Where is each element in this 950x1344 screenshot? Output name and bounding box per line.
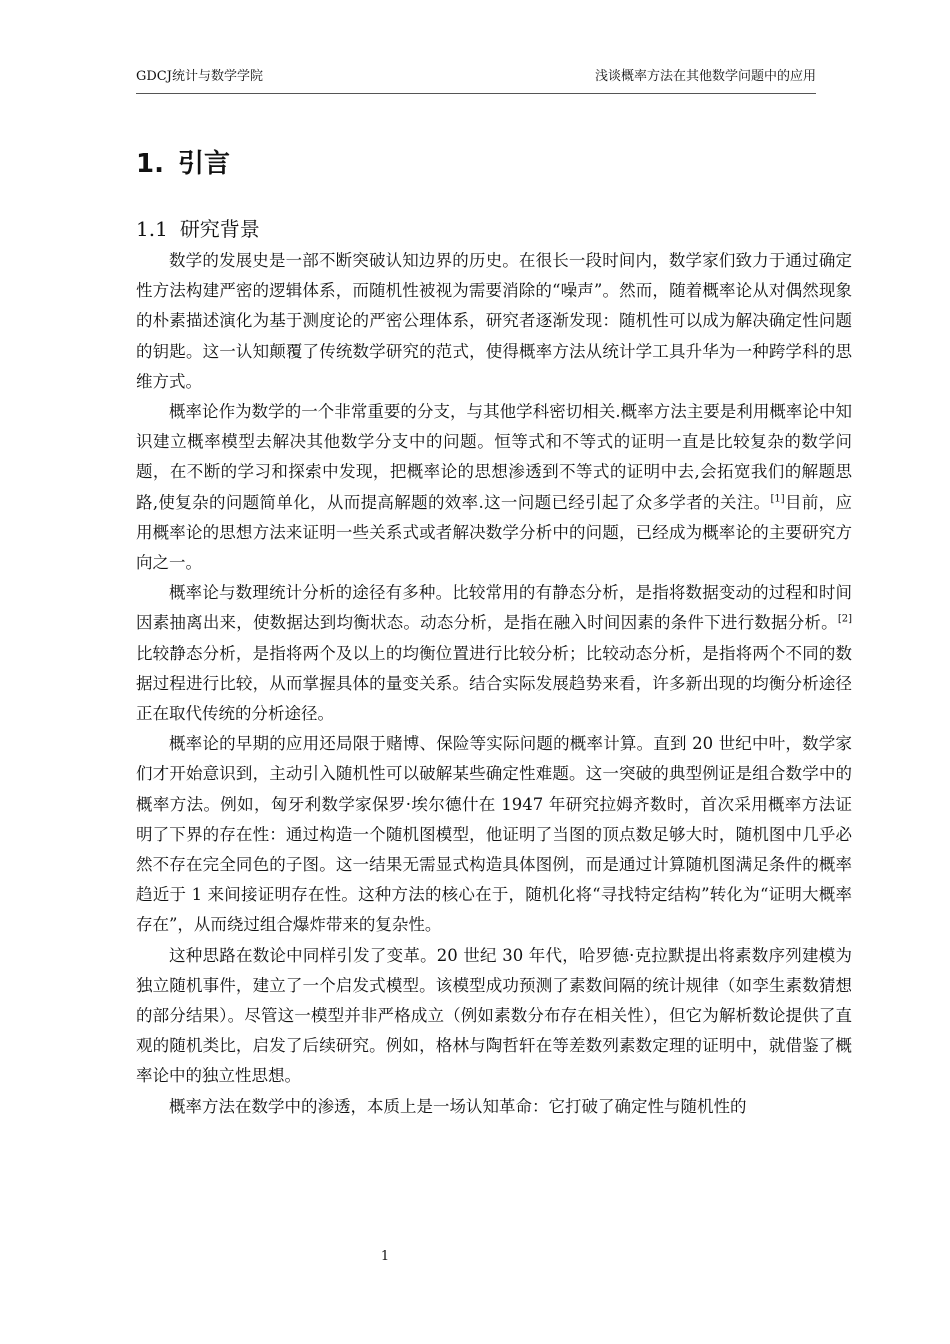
- paragraph-2-text-b: 目前，应用概率论的思想方法来证明一些关系式或者解决数学分析中的问题，已经成为概率论的主要研究方向之一。: [136, 492, 853, 573]
- paragraph-5: 这种思路在数论中同样引发了变革。20 世纪 30 年代，哈罗德·克拉默提出将素数序列建模为独立随机事件，建立了一个启发式模型。该模型成功预测了素数间隔的统计规律（如孪生素数猜想的部分结果）。尽管这一模型并非严格成立（例如素数分布存在相关性），但它为解析数论提供了直观的随机类比，启发了后续研究。例如，格林与陶哲轩在等差数列素数定理的证明中，就借鉴了概率论中的独立性思想。: [136, 945, 852, 1086]
- paragraph-1: 数学的发展史是一部不断突破认知边界的历史。在很长一段时间内，数学家们致力于通过确定性方法构建严密的逻辑体系，而随机性被视为需要消除的“噪声”。然而，随着概率论从对偶然现象的朴素描述演化为基于测度论的严密公理体系，研究者逐渐发现：随机性可以成为解决确定性问题的钥匙。这一认知颠覆了传统数学研究的范式，使得概率方法从统计学工具升华为一种跨学科的思维方式。: [136, 251, 852, 391]
- citation-1: [1]: [770, 493, 785, 505]
- chapter-number: 1.: [136, 149, 164, 179]
- paragraph-2: [136, 397, 852, 578]
- chapter-title-text: 引言: [177, 149, 230, 179]
- header-institution: GDCJ统计与数学学院: [136, 69, 263, 84]
- running-header: [136, 66, 816, 88]
- header-divider: [136, 93, 816, 94]
- section-title-text: 研究背景: [179, 217, 260, 241]
- paragraph-4: 概率论的早期的应用还局限于赌博、保险等实际问题的概率计算。直到 20 世纪中叶，数学家们才开始意识到，主动引入随机性可以破解某些确定性难题。这一突破的典型例证是组合数学中的概率方法。例如，匈牙利数学家保罗·埃尔德什在 1947 年研究拉姆齐数时，首次采用概率方法证明了下界的存在性：通过构造一个随机图模型，他证明了当图的顶点数足够大时，随机图中几乎必然不存在完全同色的子图。这一结果无需显式构造具体图例，而是通过计算随机图满足条件的概率趋近于 1 来间接证明存在性。这种方法的核心在于，随机化将“寻找特定结构”转化为“证明大概率存在”，从而绕过组合爆炸带来的复杂性。: [136, 734, 852, 935]
- body-text: [136, 246, 852, 1122]
- section-number: 1.1: [136, 217, 168, 241]
- citation-2: [2]: [837, 613, 852, 625]
- paragraph-2-text-a: 概率论作为数学的一个非常重要的分支，与其他学科密切相关.概率方法主要是利用概率论中知识建立概率模型去解决其他数学分支中的问题。恒等式和不等式的证明一直是比较复杂的数学问题，在不断的学习和探索中发现，把概率论的思想渗透到不等式的证明中去,会拓宽我们的解题思路,使复杂的问题简单化，从而提高解题的效率.这一问题已经引起了众多学者的关注。: [136, 402, 852, 512]
- chapter-title: [136, 146, 230, 182]
- section-title: [136, 214, 260, 244]
- paragraph-6: 概率方法在数学中的渗透，本质上是一场认知革命：它打破了确定性与随机性的: [169, 1096, 747, 1116]
- paragraph-3: [136, 578, 852, 729]
- paragraph-3-text-a: 概率论与数理统计分析的途径有多种。比较常用的有静态分析，是指将数据变动的过程和时间因素抽离出来，使数据达到均衡状态。动态分析，是指在融入时间因素的条件下进行数据分析。: [136, 583, 852, 633]
- paragraph-3-text-b: 比较静态分析，是指将两个及以上的均衡位置进行比较分析；比较动态分析，是指将两个不同的数据过程进行比较，从而掌握具体的量变关系。结合实际发展趋势来看，许多新出现的均衡分析途径正在取代传统的分析途径。: [136, 643, 852, 724]
- page-number: 1: [380, 1249, 390, 1264]
- header-paper-title: 浅谈概率方法在其他数学问题中的应用: [594, 69, 816, 84]
